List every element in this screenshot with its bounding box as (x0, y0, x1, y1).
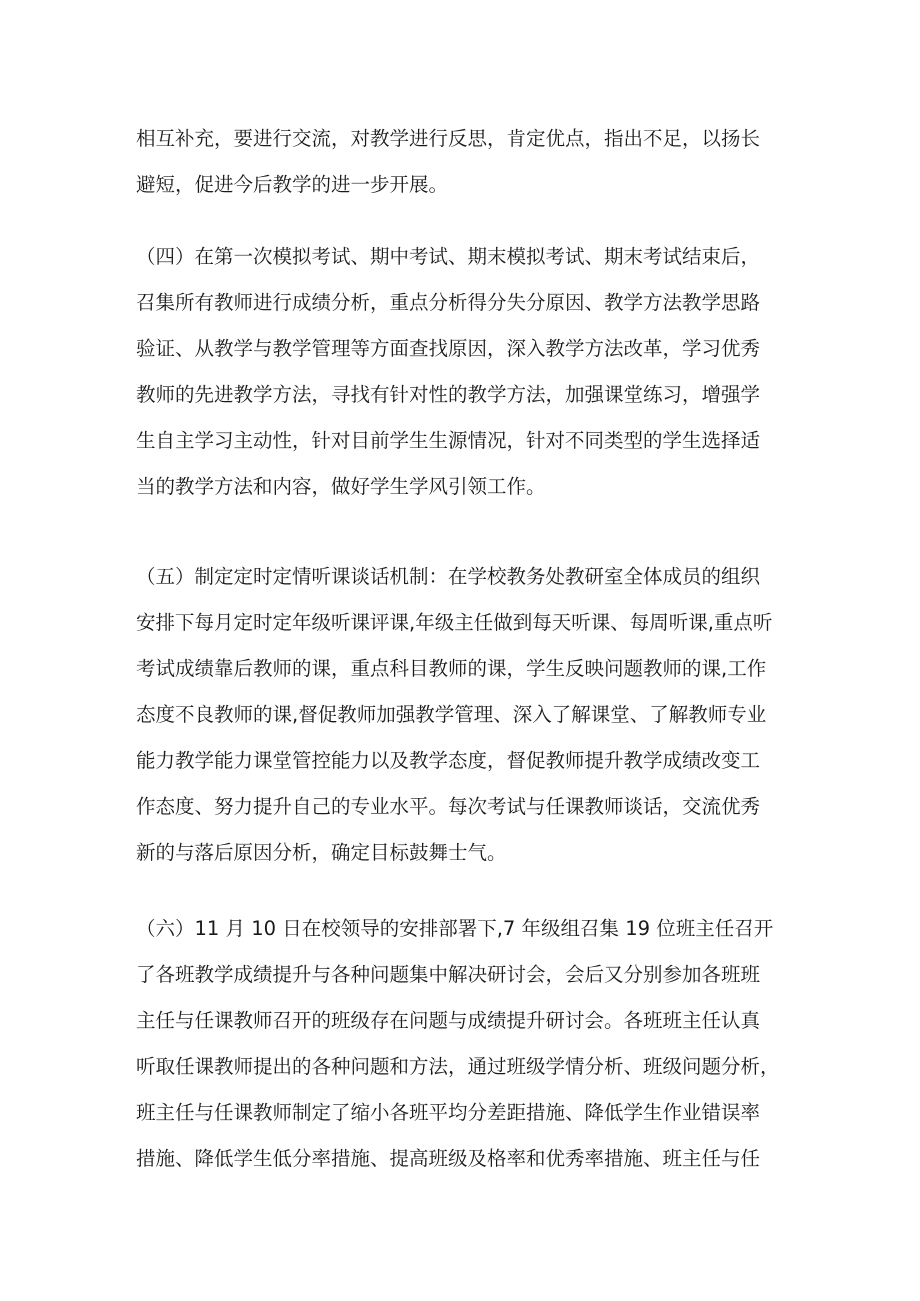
text-line: 了各班教学成绩提升与各种问题集中解决研讨会，会后又分别参加各班班 (136, 963, 761, 986)
paragraph-section-4 (136, 234, 796, 510)
text-line: 考试成绩靠后教师的课，重点科目教师的课，学生反映问题教师的课,工作 (136, 657, 767, 680)
text-line: 避短，促进今后教学的进一步开展。 (136, 173, 449, 196)
text-line: 作态度、努力提升自己的专业水平。每次考试与任课教师谈话，交流优秀 (136, 795, 761, 818)
text-line: 生自主学习主动性，针对目前学生生源情况，针对不同类型的学生选择适 (136, 429, 761, 452)
text-line: 措施、降低学生低分率措施、提高班级及格率和优秀率措施、班主任与任 (136, 1147, 761, 1170)
text-line: 能力教学能力课堂管控能力以及教学态度，督促教师提升教学成绩改变工 (136, 749, 761, 772)
text-line: （四）在第一次模拟考试、期中考试、期末模拟考试、期末考试结束后， (136, 245, 761, 268)
paragraph-section-6 (136, 906, 796, 1182)
text-line: 验证、从教学与教学管理等方面查找原因，深入教学方法改革，学习优秀 (136, 337, 761, 360)
text-line: 召集所有教师进行成绩分析，重点分析得分失分原因、教学方法教学思路 (136, 291, 761, 314)
text-line: 态度不良教师的课,督促教师加强教学管理、深入了解课堂、了解教师专业 (136, 703, 767, 726)
paragraph-section-5 (136, 554, 796, 876)
text-line: 班主任与任课教师制定了缩小各班平均分差距措施、降低学生作业错误率 (136, 1101, 761, 1124)
text-line: 当的教学方法和内容，做好学生学风引领工作。 (136, 475, 546, 498)
text-line: 听取任课教师提出的各种问题和方法，通过班级学情分析、班级问题分析， (136, 1055, 780, 1078)
text-line: 安排下每月定时定年级听课评课,年级主任做到每天听课、每周听课,重点听 (136, 611, 773, 634)
text-line: 主任与任课教师召开的班级存在问题与成绩提升研讨会。各班班主任认真 (136, 1009, 761, 1032)
text-line: 新的与落后原因分析，确定目标鼓舞士气。 (136, 841, 507, 864)
paragraph-continuation (136, 116, 796, 208)
text-line: （六）11 月 10 日在校领导的安排部署下,7 年级组召集 19 位班主任召开 (136, 917, 774, 940)
text-line: （五）制定定时定情听课谈话机制：在学校教务处教研室全体成员的组织 (136, 565, 761, 588)
text-line: 相互补充，要进行交流，对教学进行反思，肯定优点，指出不足，以扬长 (136, 127, 761, 150)
text-line: 教师的先进教学方法，寻找有针对性的教学方法，加强课堂练习，增强学 (136, 383, 761, 406)
